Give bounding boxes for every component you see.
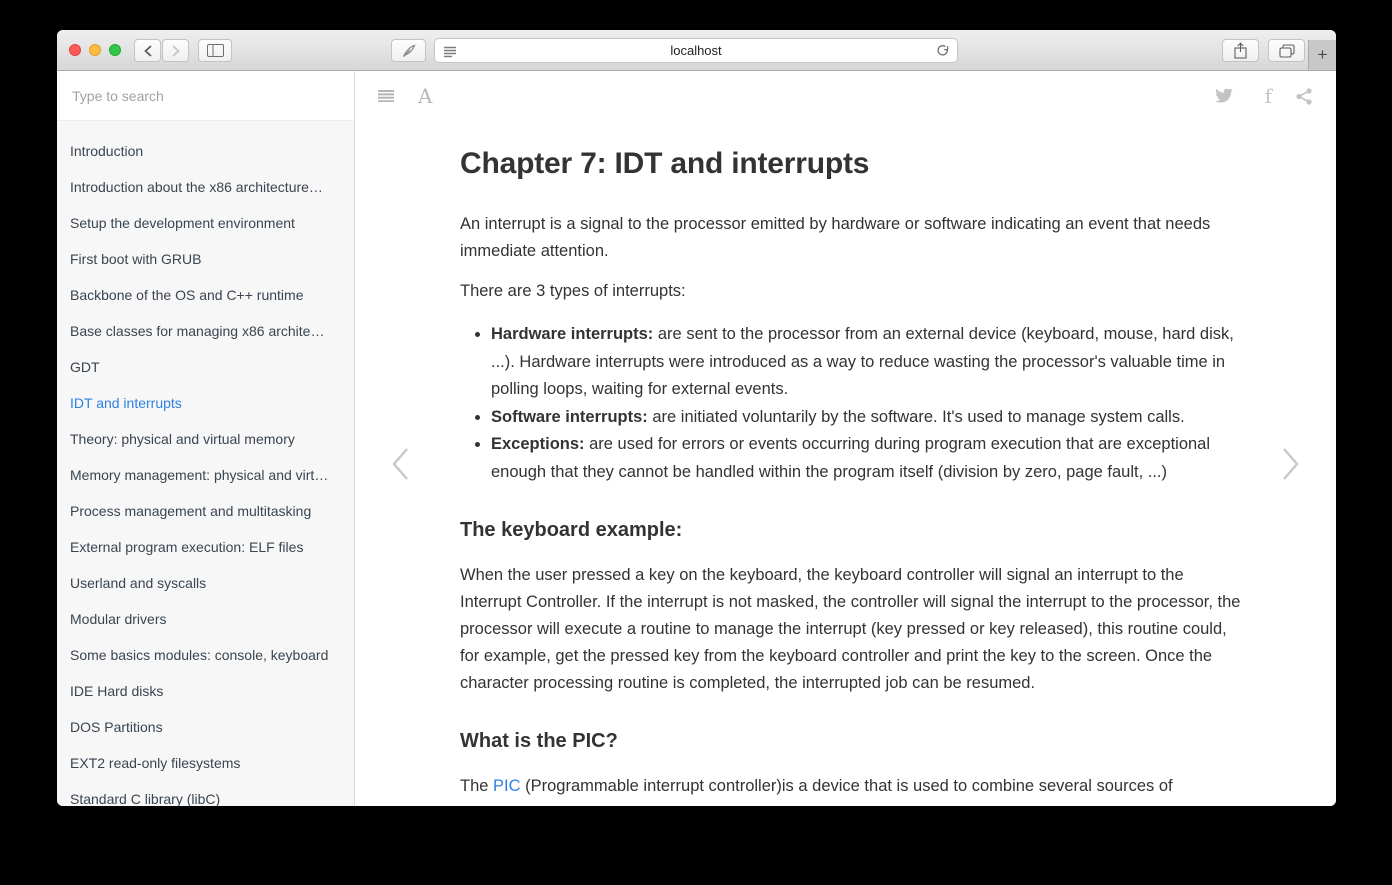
pic-link[interactable]: PIC <box>493 777 521 795</box>
sidebar-item-ide-hard-disks[interactable]: IDE Hard disks <box>70 683 164 699</box>
sidebar-item-idt-and-interrupts[interactable]: IDT and interrupts <box>70 395 182 411</box>
heading-keyboard-example: The keyboard example: <box>460 519 683 541</box>
list-item-lead: Software interrupts: <box>491 407 648 426</box>
address-bar[interactable] <box>434 38 958 63</box>
tabs-icon <box>1279 44 1295 58</box>
pic-text-after: (Programmable interrupt controller)is a device that is used to combine several sources of <box>520 777 1173 795</box>
sidebar-item-dos-partitions[interactable]: DOS Partitions <box>70 719 163 735</box>
back-button[interactable] <box>134 39 161 62</box>
reload-icon[interactable] <box>936 44 950 63</box>
table-of-contents <box>57 121 354 806</box>
page-body <box>57 71 1336 806</box>
chapter-title: Chapter 7: IDT and interrupts <box>460 147 870 180</box>
browser-toolbar <box>57 30 1336 71</box>
chevron-left-icon <box>391 447 409 481</box>
minimize-window-button[interactable] <box>89 44 101 56</box>
sidebar-icon <box>207 44 224 57</box>
paragraph-intro: An interrupt is a signal to the processor emitted by hardware or software indicating an event that needs immediate attention. <box>460 215 1211 260</box>
sidebar-toggle-button[interactable] <box>198 39 232 62</box>
list-item-exceptions <box>491 431 1245 486</box>
zoom-window-button[interactable] <box>109 44 121 56</box>
reader-toolbar <box>355 71 1336 121</box>
plus-icon: + <box>1317 45 1328 64</box>
share-alt-button[interactable] <box>1296 71 1312 121</box>
sidebar-item-process-management[interactable]: Process management and multitasking <box>70 503 312 519</box>
search-input[interactable] <box>70 87 334 105</box>
sidebar-item-setup-dev-environment[interactable]: Setup the development environment <box>70 215 295 231</box>
forward-button[interactable] <box>162 39 189 62</box>
chevron-left-icon <box>144 45 152 57</box>
tab-overview-button[interactable] <box>1268 39 1305 62</box>
list-item-text: are sent to the processor from an external device (keyboard, mouse, hard disk, ...). Hardware interrupts were introduced as a way to reduce wasting the processor's valuable time in polling loops, waiting for external events. <box>491 325 1234 398</box>
reader-mode-icon[interactable] <box>444 45 457 63</box>
sidebar-item-base-classes-x86[interactable]: Base classes for managing x86 archite… <box>70 323 325 339</box>
book-sidebar <box>57 71 355 806</box>
list-item-lead: Hardware interrupts: <box>491 325 654 343</box>
heading-what-is-pic: What is the PIC? <box>460 730 618 752</box>
sidebar-item-libc[interactable]: Standard C library (libC) <box>70 791 221 806</box>
chevron-right-icon <box>1282 447 1300 481</box>
paragraph-pic <box>460 773 1245 800</box>
browser-window <box>57 30 1336 806</box>
paragraph-keyboard: When the user pressed a key on the keyboard, the keyboard controller will signal an interrupt to the Interrupt Controller. If the interrupt is not masked, the controller will signal the interrupt to the processor, the processor will execute a routine to manage the interrupt (key pressed or key released), this routine could, for example, get the pressed key from the keyboard controller and print the key to the screen. Once the character processing routine is completed, the interrupted job can be resumed. <box>460 566 1241 692</box>
extension-button[interactable] <box>391 39 426 62</box>
previous-chapter-button[interactable] <box>391 447 409 486</box>
sidebar-item-theory-memory[interactable]: Theory: physical and virtual memory <box>70 431 295 447</box>
search-box <box>57 71 354 121</box>
url-text: localhost <box>670 43 722 58</box>
twitter-icon <box>1215 89 1233 104</box>
next-chapter-button[interactable] <box>1282 447 1300 486</box>
sidebar-item-x86-architecture[interactable]: Introduction about the x86 architecture… <box>70 179 323 195</box>
list-item-hardware <box>491 321 1245 404</box>
new-tab-button[interactable] <box>1308 40 1336 70</box>
toc-toggle-button[interactable] <box>378 71 394 121</box>
share-alt-icon <box>1296 88 1312 105</box>
chevron-right-icon <box>172 45 180 57</box>
paragraph-types: There are 3 types of interrupts: <box>460 282 686 300</box>
sidebar-item-backbone-os-cpp-runtime[interactable]: Backbone of the OS and C++ runtime <box>70 287 304 303</box>
hamburger-icon <box>378 90 394 102</box>
close-window-button[interactable] <box>69 44 81 56</box>
sidebar-item-gdt[interactable]: GDT <box>70 359 100 375</box>
list-item-software <box>491 404 1245 432</box>
list-item-lead: Exceptions: <box>491 435 585 453</box>
share-button[interactable] <box>1222 39 1259 62</box>
sidebar-item-memory-management[interactable]: Memory management: physical and virt… <box>70 467 329 483</box>
list-item-text: are used for errors or events occurring during program execution that are exceptional enough that they cannot be handled within the program itself (division by zero, page fault, ...) <box>491 435 1211 481</box>
sidebar-item-introduction[interactable]: Introduction <box>70 143 144 159</box>
sidebar-item-modular-drivers[interactable]: Modular drivers <box>70 611 167 627</box>
sidebar-item-basic-modules[interactable]: Some basics modules: console, keyboard <box>70 647 329 663</box>
sidebar-item-userland-syscalls[interactable]: Userland and syscalls <box>70 575 207 591</box>
book-content <box>355 71 1336 806</box>
facebook-share-button[interactable]: f <box>1264 84 1272 108</box>
chapter-article <box>460 146 1245 806</box>
sidebar-item-first-boot-grub[interactable]: First boot with GRUB <box>70 251 202 267</box>
twitter-share-button[interactable] <box>1215 71 1233 121</box>
font-settings-button[interactable]: A <box>418 84 433 108</box>
list-item-text: are initiated voluntarily by the software. It's used to manage system calls. <box>647 407 1185 426</box>
share-icon <box>1234 42 1247 59</box>
pic-text-before: The <box>460 777 494 795</box>
sidebar-item-elf-files[interactable]: External program execution: ELF files <box>70 539 304 555</box>
interrupt-types-list <box>460 321 1245 486</box>
quill-extension-icon <box>401 43 417 59</box>
sidebar-item-ext2-filesystems[interactable]: EXT2 read-only filesystems <box>70 755 241 771</box>
